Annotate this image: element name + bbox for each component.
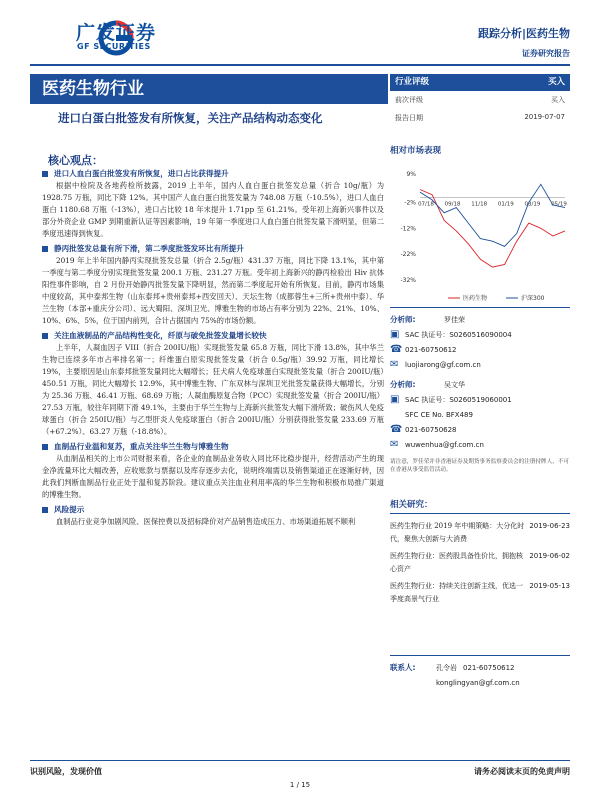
report-headline: 进口白蛋白批签发有所恢复，关注产品结构动态变化: [58, 111, 323, 125]
phone-icon: ☎: [390, 424, 403, 435]
section: [42, 330, 384, 438]
prev-rating-row: [390, 91, 570, 109]
analyst-name-row: [390, 377, 570, 392]
contact-block: [390, 660, 570, 690]
section-heading: 血制品行业温和复苏，重点关注华兰生物与博雅生物: [42, 441, 384, 453]
analyst-phone: 021-60750612: [405, 345, 457, 354]
logo-text-en: GF SECURITIES: [77, 42, 151, 51]
analyst-block: [390, 312, 570, 474]
contact-phone: 021-60750612: [463, 663, 515, 672]
analyst-label: 分析师:: [390, 380, 416, 389]
analyst-note: 请注意，罗佳荣并非香港证券及期货事务监察委员会的注册持牌人，不可在香港从事受监管活动。: [390, 459, 570, 473]
section: [42, 441, 384, 501]
legend-label: 医药生物: [463, 295, 488, 302]
related-item[interactable]: [390, 520, 570, 546]
report-date-value: 2019-07-07: [524, 113, 565, 121]
section: [42, 243, 384, 327]
footer-divider: [30, 760, 570, 761]
id-card-icon: ▣: [390, 329, 400, 340]
section-heading: 静丙批签发总量有所下滑，第二季度批签发环比有所提升: [42, 243, 384, 255]
analyst-email[interactable]: wuwenhua@gf.com.cn: [405, 440, 484, 449]
analyst-phone-row: [390, 422, 570, 437]
report-date-row: [390, 109, 570, 127]
id-card-icon: ▣: [390, 394, 400, 405]
contact-email[interactable]: konglingyan@gf.com.cn: [436, 678, 520, 687]
related-title[interactable]: 医药生物行业：医药股具备性价比，拥抱核心资产: [390, 552, 523, 573]
report-type: 跟踪分析|医药生物: [477, 27, 570, 40]
related-date: 2019-06-23: [529, 522, 570, 530]
contact-divider: [390, 655, 570, 656]
y-tick-label: -12%: [400, 225, 416, 233]
related-research-block: [390, 498, 570, 610]
report-date-label: 报告日期: [395, 114, 423, 122]
analyst-phone: 021-60750628: [405, 425, 457, 434]
analyst-sac-row: [390, 392, 570, 407]
contact-row: [390, 660, 570, 675]
market-chart-block: [390, 144, 570, 314]
section-heading: 关注血液制品的产品结构性变化，纤原与破免批签发量增长较快: [42, 330, 384, 342]
analyst-name-row: [390, 312, 570, 327]
relative-performance-chart: [390, 160, 570, 310]
core-viewpoint-label: 核心观点：: [48, 154, 103, 167]
rating-header: [390, 74, 570, 91]
y-tick-label: -32%: [400, 277, 416, 284]
page-number: 1 / 15: [289, 781, 311, 789]
related-title[interactable]: 医药生物行业 2019 年中期策略：大分化时代，聚焦大创新与大消费: [390, 522, 525, 543]
related-item[interactable]: [390, 580, 570, 606]
mail-icon: ✉: [390, 439, 399, 450]
related-title[interactable]: 医药生物行业：持续关注创新主线，优选一季度高景气行业: [390, 582, 523, 603]
x-tick-label: 03/19: [524, 201, 541, 208]
section-body: 2019 年上半年国内静丙实现批签发总量（折合 2.5g/瓶）431.37 万瓶，同比下降 13.1%，其中第一季度与第二季度分别实现批签发量 200.1 万瓶、231.27 万瓶。受年初上海新兴的静丙检验出 Hiv 抗体阳性事件影响，自 2 月份开始静丙批签发量下降明显，然而第二季度起开始有所恢复。目前，静丙市场集中度较高，其中泰邦生物（山东泰邦+贵州泰邦+西安回天）、天坛生物（成都蓉生+三所+贵州中泰）、华兰生物（本部+重庆分公司）、远大蜀阳、深圳卫光、博雅生物的市场占有率分别为 22%、21%、10%、10%、6%、5%，位于国内前列，合计占据国内 75%的市场份额。: [42, 256, 384, 325]
header-divider: [30, 64, 570, 66]
report-type-header: [478, 25, 570, 59]
prev-rating-value: 买入: [551, 96, 565, 104]
analyst-name: 吴文华: [444, 380, 465, 389]
prev-rating-label: 前次评级: [395, 96, 423, 104]
analyst-label: 分析师:: [390, 315, 416, 324]
contact-name: 孔令岩: [436, 663, 457, 672]
y-tick-label: 9%: [406, 171, 416, 178]
x-tick-label: 11/18: [471, 201, 488, 208]
rating-value: 买入: [547, 77, 565, 87]
analyst-sfc: SFC CE No. BFX489: [405, 410, 473, 419]
section-body: 血制品行业竞争加剧风险、医保控费以及招标降价对产品销售造成压力、市场渠道拓展不顺利: [56, 517, 356, 526]
analyst-email-row[interactable]: [390, 357, 570, 372]
x-tick-label: 05/19: [551, 201, 567, 208]
section-body: 根据中检院及各地药检所披露，2019 上半年，国内人血白蛋白批签发总量（折合 10g/瓶）为 1928.75 万瓶，同比下降 12%。其中国产人血白蛋白批签发量为 748.08 万瓶（-10.5%），进口人血白蛋白 1180.68 万瓶（-13%），进口占比较 18 年末提升 1.71pp 至 61.21%。受年初上海新兴事件以及部分外资企业 GMP 到期重新认证等因素影响，19 年第一季度进口人血白蛋白批签发量下滑明显，但第二季度迅速得到恢复。: [42, 181, 384, 238]
section-heading: 风险提示: [42, 504, 384, 516]
x-tick-label: 07/18: [418, 201, 434, 208]
section: [42, 168, 384, 240]
report-subtype: 证券研究报告: [522, 49, 570, 58]
y-tick-label: -2%: [404, 199, 416, 207]
analyst-sac: SAC 执证号：S0260516090004: [405, 330, 512, 339]
analyst-divider: [390, 307, 570, 308]
analyst-email-row[interactable]: [390, 437, 570, 452]
phone-icon: ☎: [390, 344, 403, 355]
industry-title: 医药生物行业: [30, 74, 388, 104]
analyst-sac: SAC 执证号：S0260519060001: [405, 395, 512, 404]
rating-label: 行业评级: [395, 77, 430, 87]
x-tick-label: 09/18: [444, 201, 461, 208]
section-heading: 进口人血白蛋白批签发有所恢复，进口占比获得提升: [42, 168, 384, 180]
y-tick-label: -22%: [400, 251, 416, 259]
section: [42, 504, 384, 528]
analyst-sfc-row: [390, 407, 570, 422]
logo-text: 广发证券: [76, 22, 157, 44]
related-date: 2019-05-13: [529, 582, 570, 590]
section-body: 从血制品相关的上市公司财报来看，各企业的血制品业务收入同比环比稳步提升，经营活动产生的现金净流量环比大幅改善，应收账款与票据以及库存逐步去化，说明终端需以及销售渠道正在逐渐好转，因此我们判断血制品行业正处于温和复苏阶段。建议重点关注血业利用率高的华兰生物和积极布局推广渠道的博雅生物。: [42, 454, 384, 499]
related-research-label: 相关研究：: [390, 498, 570, 514]
main-content: [42, 168, 384, 531]
series-line: [420, 190, 565, 268]
analyst-name: 罗佳荣: [444, 315, 465, 324]
related-date: 2019-06-02: [529, 552, 570, 560]
related-item[interactable]: [390, 550, 570, 576]
chart-title: 相对市场表现: [390, 146, 442, 156]
legend-label: 沪深300: [521, 295, 545, 302]
analyst-sac-row: [390, 327, 570, 342]
x-tick-label: 01/19: [497, 201, 514, 208]
analyst-email[interactable]: luojiarong@gf.com.cn: [405, 360, 481, 369]
contact-label: 联系人:: [390, 663, 416, 672]
mail-icon: ✉: [390, 359, 399, 370]
section-body: 上半年，人凝血因子 VIII（折合 200IU/瓶）实现批签发量 65.8 万瓶，同比下滑 13.8%，其中华兰生物已连续多年市占率排名第一；纤维蛋白原实现批签发量（折合 0.5g/瓶）39.92 万瓶，同比增长 19%，主要原因是山东泰邦批签发量同比大幅增长；狂犬病人免疫球蛋白实现批签发量（折合 200IU/瓶）450.51 万瓶，同比大幅增长 12.9%，其中博雅生物、广东双林与深圳卫光批签发量获得大幅增长，分别为 25.36 万瓶、46.41 万瓶、68.69 万瓶；人凝血酶原复合物（PCC）实现批签发量（折合 200IU/瓶）27.53 万瓶，较往年同期下滑 49.1%，主要由于华兰生物与上海新兴批签发大幅下滑所致；破伤风人免疫球蛋白（折合 250IU/瓶）与乙型肝炎人免疫球蛋白（折合 200IU/瓶）分别获得批签发量 233.69 万瓶（+67.2%）、63.27 万瓶（-18.8%）。: [42, 343, 384, 436]
rating-box: [390, 74, 570, 127]
footer-disclaimer: 请务必阅读末页的免责声明: [474, 767, 570, 776]
footer-slogan: 识别风险，发现价值: [30, 767, 102, 776]
contact-email-row[interactable]: [390, 675, 570, 690]
analyst-phone-row: [390, 342, 570, 357]
